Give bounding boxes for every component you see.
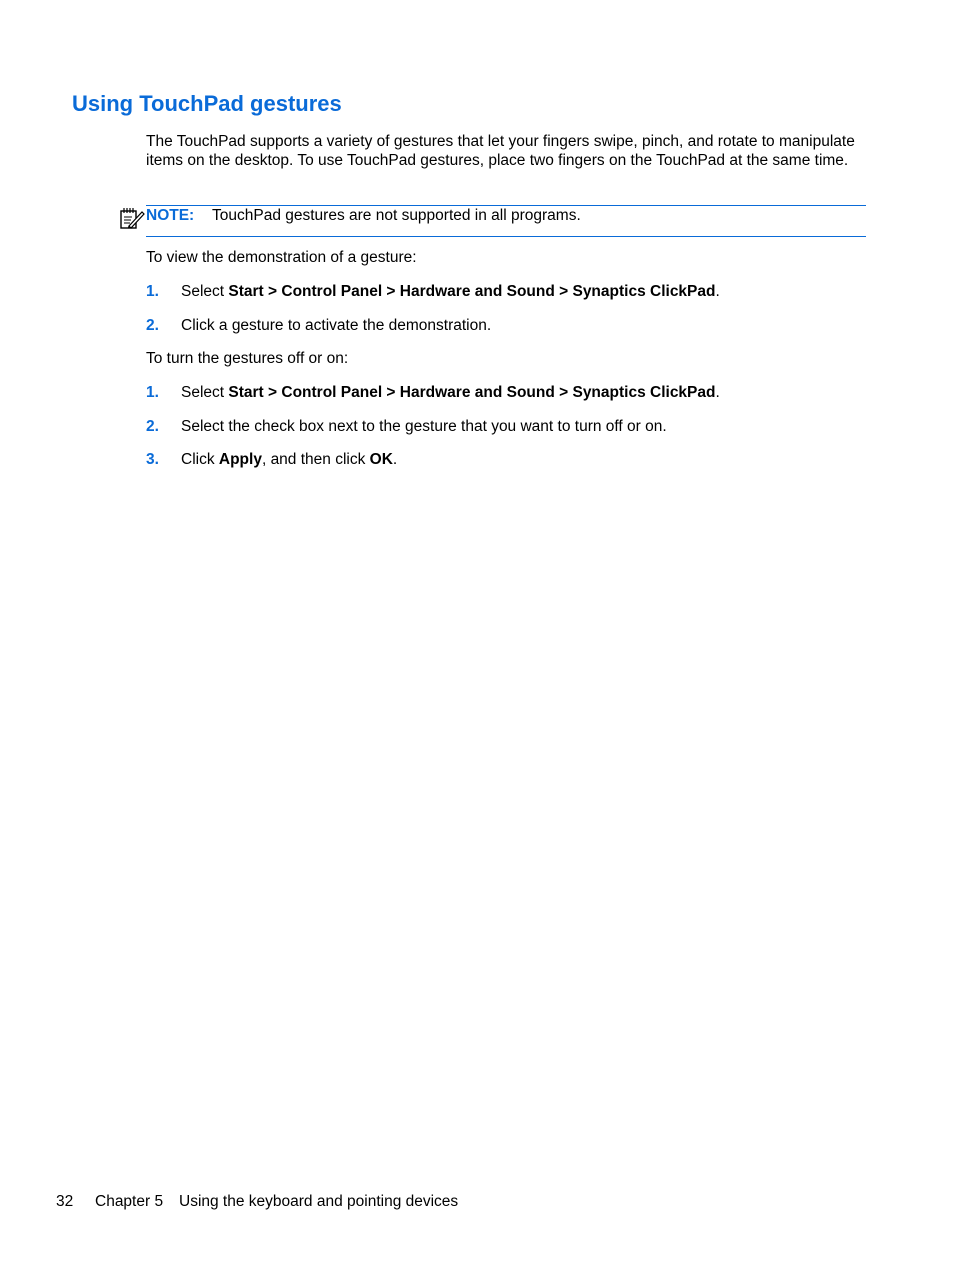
step-text-post: .	[715, 384, 720, 401]
footer-title: Using the keyboard and pointing devices	[179, 1193, 459, 1210]
step-path: Start > Control Panel > Hardware and Sound > Synaptics ClickPad	[228, 384, 716, 401]
step-text-post: .	[715, 283, 720, 300]
step-text-pre: Select	[181, 384, 229, 401]
step-text-pre: Click	[181, 451, 219, 468]
step-text	[181, 450, 397, 469]
step-path: Start > Control Panel > Hardware and Sound > Synaptics ClickPad	[228, 283, 716, 300]
step-number: 1.	[146, 283, 159, 300]
section2-lead: To turn the gestures off or on:	[146, 350, 349, 367]
section1-lead: To view the demonstration of a gesture:	[146, 249, 417, 266]
apply-label: Apply	[218, 451, 262, 468]
step-number: 3.	[146, 451, 159, 468]
step-text: Click a gesture to activate the demonstration.	[181, 317, 492, 334]
page-number: 32	[56, 1193, 74, 1210]
ok-label: OK	[369, 451, 393, 468]
page-footer	[56, 1192, 459, 1211]
step-text	[181, 282, 720, 301]
footer-chapter: Chapter 5	[95, 1193, 164, 1210]
step-text: Select the check box next to the gesture that you want to turn off or on.	[181, 418, 667, 435]
step-number: 1.	[146, 384, 159, 401]
intro-paragraph: The TouchPad supports a variety of gestures that let your fingers swipe, pinch, and rotate to manipulate items on the desktop. To use TouchPad gestures, place two fingers on the TouchPad at the same time.	[146, 133, 855, 169]
page-title: Using TouchPad gestures	[72, 91, 342, 116]
step-number: 2.	[146, 418, 159, 435]
step-text	[181, 383, 720, 402]
step-number: 2.	[146, 317, 159, 334]
step-text-post: .	[392, 451, 398, 468]
note-text: TouchPad gestures are not supported in all programs.	[212, 207, 581, 224]
note-label: NOTE:	[146, 207, 195, 224]
note-box	[146, 205, 866, 237]
step-text-pre: Select	[181, 283, 229, 300]
step-text-mid: , and then click	[261, 451, 370, 468]
note-pencil-icon	[119, 206, 145, 230]
